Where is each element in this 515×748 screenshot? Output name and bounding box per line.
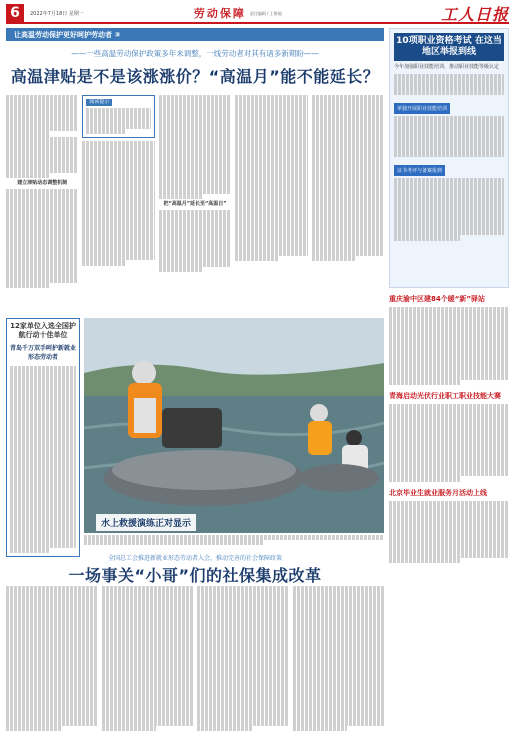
prompt-tag: 阅读提示 (86, 99, 112, 106)
lead-subtitle: ——一些高温劳动保护政策多年未调整，一线劳动者对其有诸多新期盼—— (71, 49, 319, 58)
promo-tag: 单独开展职业技能培训 (394, 103, 450, 114)
side-news-body (389, 307, 509, 385)
promo-panel (389, 28, 509, 288)
sidebar-subheadline: 青岛千万双手呵护新就业形态劳动者 (10, 345, 77, 361)
photo-note (84, 535, 384, 545)
side-news-body (389, 501, 509, 563)
section-title: 劳动保障 (193, 7, 246, 20)
side-news-headline: 青海启动光伏行业职工职业技能大赛 (389, 391, 501, 400)
promo-title: 10项职业资格考试 在这当地区举报到线 (394, 33, 504, 61)
photo-title: 水上救援演练正对显示 (101, 519, 192, 529)
text-column (235, 95, 307, 288)
bottom-subtitle: 全国总工会推进新就业形态劳动者入会，推动完善的社会保障政策 (107, 555, 282, 562)
text-column (312, 95, 384, 288)
subheading: 把“高温月”延长至“高温日” (163, 200, 227, 207)
text-column (293, 586, 385, 744)
news-photo (84, 318, 384, 533)
sidebar-headline: 12家单位入选全国护航行动十佳单位 (10, 322, 76, 339)
newspaper-logo: 工人日报 (440, 4, 509, 24)
text-column (102, 586, 194, 744)
lead-body (6, 95, 384, 288)
side-news-item (389, 489, 509, 563)
bottom-body (6, 586, 384, 744)
text-column (82, 95, 154, 288)
issue-date: 2022年7月18日 星期一 (30, 10, 84, 17)
side-news-headline: 重庆渝中区建84个暖“新”驿站 (389, 295, 485, 303)
bottom-headline: 一场事关“小哥”们的社保集成改革 (68, 566, 322, 585)
text-column (197, 586, 289, 744)
side-news-headline: 北京毕业生就业服务月活动上线 (389, 488, 487, 497)
side-news-item (389, 392, 509, 482)
lead-article (6, 28, 384, 288)
text-column (6, 95, 78, 288)
prompt-box (82, 95, 154, 138)
text-column (159, 95, 231, 288)
page-number: 6 (6, 4, 24, 22)
side-news-item (389, 295, 509, 385)
series-banner: 让高温劳动保护更好呵护劳动者 ③ (6, 28, 384, 41)
lead-headline: 高温津贴是不是该涨涨价？“高温月”能不能延长？ (10, 67, 380, 86)
promo-subtitle: 今年加强职业技能培训，推动职业技能等级认定 (394, 64, 500, 70)
photo-caption-box (96, 514, 196, 531)
editor-info: 责任编辑 / 王维砚 (249, 10, 282, 16)
side-news-body (389, 404, 509, 482)
text-column (6, 586, 98, 744)
rescue-drill-photo (84, 318, 384, 533)
subheading: 建立津贴动态调整机制 (17, 180, 68, 186)
sidebar-article (6, 318, 80, 557)
promo-tag: 证书考评与备案报到 (394, 165, 445, 176)
masthead (6, 4, 509, 24)
right-column (389, 28, 509, 563)
